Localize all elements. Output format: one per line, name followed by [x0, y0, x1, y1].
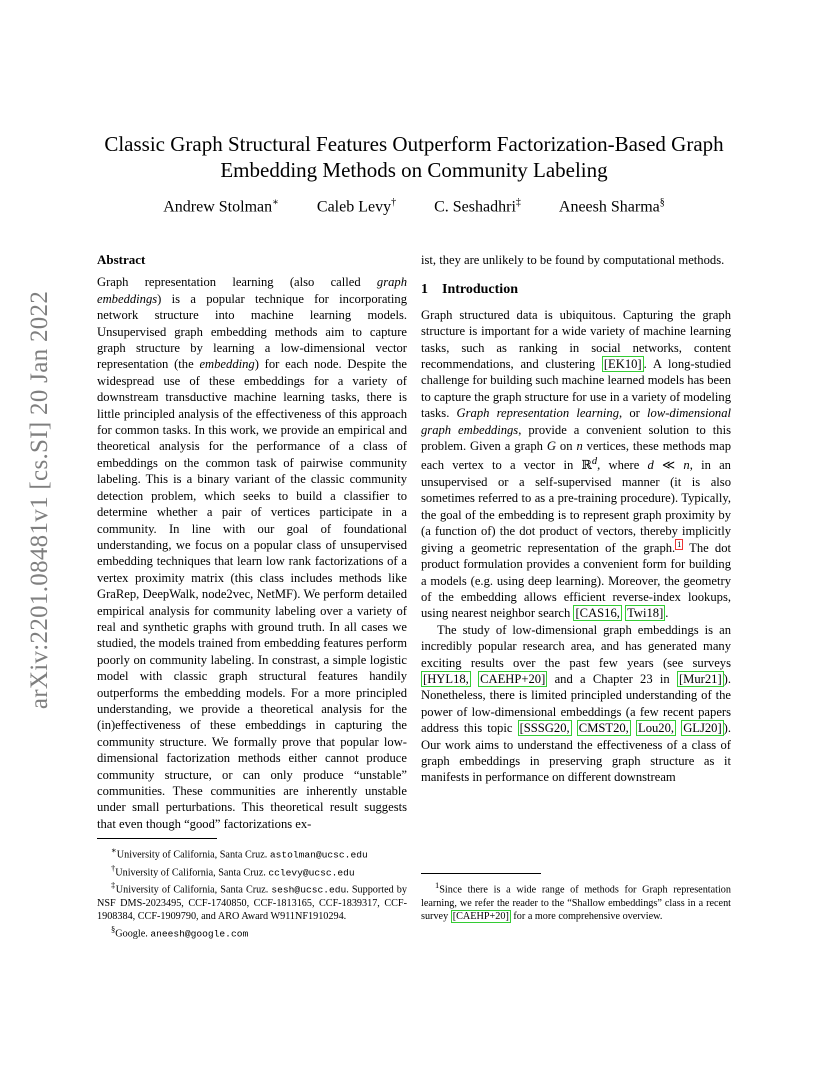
footnote — [97, 879, 407, 923]
body-text: Graph structured data is ubiquitous. Capturing the graph structure is important for a wide variety of machine learning tasks, such as ranking in social networks, content recommendations, and clustering — [421, 307, 731, 372]
footnote-rule — [421, 873, 541, 874]
citation-link[interactable]: CAEHP+20] — [480, 671, 546, 686]
footnote-mark: ‡ — [111, 880, 116, 891]
body-text: . A long-studied challenge for building such machine learned models has been to capture the graph structure for use in a variety of modeling tasks. — [421, 357, 731, 421]
intro-paragraph-2 — [421, 622, 731, 786]
author-mark: § — [659, 197, 665, 208]
intro-paragraph-1 — [421, 307, 731, 622]
footnote-text: Google. — [115, 928, 151, 940]
footnote-text: University of California, Santa Cruz. — [116, 849, 270, 861]
footnote-email: astolman@ucsc.edu — [269, 849, 368, 861]
math-var: G — [546, 439, 556, 454]
right-column — [421, 252, 731, 786]
citation-link[interactable]: GLJ20] — [683, 721, 722, 736]
emphasis: low-dimensional graph embeddings — [421, 406, 731, 437]
citation-link[interactable]: [Mur21] — [678, 671, 722, 686]
author-list — [100, 197, 728, 216]
body-text: The study of low-dimensional graph embeddings is an incredibly popular research area, and has generated many exciting results over the past few years (see surveys — [421, 622, 731, 670]
left-column — [97, 252, 407, 832]
section-heading — [421, 282, 731, 298]
footnote-mark: § — [111, 924, 116, 935]
footnote-text: . Supported by NSF DMS-2023495, CCF-1740850, CCF-1813165, CCF-1839317, CCF-1908384, CCF-1909790, and ARO Award W911NF1910294. — [97, 884, 407, 922]
footnote — [97, 844, 407, 862]
footnote-link[interactable]: 1 — [677, 539, 682, 549]
abstract-emphasis: embedding — [199, 357, 255, 372]
citation-link[interactable]: [CAS16, — [575, 606, 620, 621]
citation-link[interactable]: Lou20, — [638, 721, 675, 736]
author — [434, 197, 521, 216]
abstract-part: ) for each node. Despite the widespread use of these embeddings for a variety of downstream transductive machine learning tasks, there is little principled analysis of the effectiveness of this approach for common tasks. In this work, we provide an empirical and theoretical analysis for the performance of a class of embeddings on the common task of pairwise community labeling. This is a binary variant of the classic community detection problem, which seeks to build a classifier to determine whether a pair of vertices participate in a community. In line with our goal of foundational understanding, we focus on a popular class of unsupervised embedding techniques that learn low rank factorizations of a vertex proximity matrix (this class includes methods like GraRep, DeepWalk, node2vec, NetMF). We perform detailed empirical analysis for community labeling over a variety of real and synthetic graphs with ground truth. In all cases we studied, the models trained from embedding features perform poorly on community labeling. In constrast, a simple logistic model with classic graph structural features handily outperforms the embedding models. For a more principled understanding, we provide a theoretical analysis for the (in)effectiveness of these embeddings in capturing the community structure. We formally prove that popular low-dimensional factorization methods either cannot produce community structure, or can only produce “unstable” communities. These communities are inherently unstable under small perturbations. This theoretical result suggests that even though “good” factorizations ex- — [97, 357, 407, 831]
section-title: Introduction — [442, 282, 518, 298]
author-name: Andrew Stolman — [163, 198, 273, 216]
footnote — [421, 879, 731, 923]
author-mark: ‡ — [515, 197, 521, 208]
author-name: C. Seshadhri — [434, 198, 516, 216]
abstract-text — [97, 274, 407, 832]
footnote-email: aneesh@google.com — [150, 928, 249, 940]
body-text: , or — [619, 406, 648, 421]
footnote-email: sesh@ucsc.edu — [271, 884, 347, 896]
abstract-heading: Abstract — [97, 252, 146, 267]
body-text: , provide a convenient solution to this problem. Given a graph — [421, 422, 731, 454]
arxiv-stamp-text: arXiv:2201.08481v1 [cs.SI] 20 Jan 2022 — [26, 290, 54, 710]
footnote-rule — [97, 838, 217, 839]
body-text: ). Our work aims to understand the effectiveness of a class of graph embeddings in preserving graph structure as it manifests in performance on different downstream — [421, 721, 732, 785]
citation-link[interactable]: [EK10] — [603, 357, 642, 372]
footnote-text: University of California, Santa Cruz. — [115, 866, 269, 878]
author-name: Aneesh Sharma — [558, 198, 660, 216]
author-name: Caleb Levy — [316, 198, 392, 216]
abstract-part: ) is a popular technique for incorporating network structure into machine learning models. Unsupervised graph embedding methods aim to capture graph structure by learning a low-dimensional vector representation (the — [97, 291, 407, 372]
author-mark: ∗ — [272, 197, 279, 208]
abstract-emphasis: graph embeddings — [97, 275, 407, 306]
footnote-text: Since there is a wide range of methods for Graph representation learning, we refer the reader to the “Shallow embeddings” class in a recent survey — [421, 884, 731, 922]
math-var: n — [576, 439, 583, 454]
body-text: , where — [597, 458, 648, 473]
citation-link[interactable]: [SSSG20, — [519, 721, 570, 736]
section-number: 1 — [421, 282, 428, 298]
footnote — [97, 923, 407, 941]
footnote-email: cclevy@ucsc.edu — [268, 866, 355, 878]
body-text: vertices, these methods map each vertex to a vector in ℝ — [421, 439, 731, 473]
abstract-continuation: ist, they are unlikely to be found by computational methods. — [421, 253, 725, 267]
footnote-mark: 1 — [435, 880, 440, 890]
author-mark: † — [391, 197, 397, 208]
body-text: on — [555, 439, 577, 454]
author — [317, 197, 396, 216]
title-line-2: Embedding Methods on Community Labeling — [220, 158, 608, 182]
footnote-text: University of California, Santa Cruz. — [115, 884, 272, 896]
footnote-mark: ∗ — [111, 845, 117, 855]
footnote — [97, 862, 407, 880]
body-text: , in an unsupervised or a self-supervised manner (it is also sometimes referred to as a pre-training procedure). Typically, the goal of the embedding is to represent graph proximity by (a function of) the dot product of vectors, thereby implicitly giving a geometric representation of the graph. — [421, 458, 731, 555]
emphasis: Graph representation learning — [456, 406, 619, 421]
paper-title — [80, 131, 748, 183]
author — [559, 197, 665, 216]
footnote-mark: † — [111, 862, 116, 873]
math-var: d — [591, 456, 598, 468]
abstract-part: Graph representation learning (also called — [97, 275, 377, 290]
citation-link[interactable]: [HYL18, — [423, 671, 469, 686]
author — [163, 197, 279, 216]
body-text: ≪ — [653, 458, 684, 473]
title-line-1: Classic Graph Structural Features Outperform Factorization-Based Graph — [104, 132, 724, 156]
right-footnotes — [421, 873, 731, 923]
citation-link[interactable]: CMST20, — [578, 721, 629, 736]
citation-link[interactable]: [CAEHP+20] — [452, 910, 509, 922]
math-var: n — [683, 458, 690, 473]
body-text: and a Chapter 23 in — [547, 671, 677, 686]
math-var: d — [647, 458, 654, 473]
body-text: ). Nonetheless, there is limited principled understanding of the power of low-dimensional embeddings (a few recent papers address this topic — [421, 671, 731, 736]
body-text: The dot product formulation provides a convenient form for building a models (e.g. using deep learning). Moreover, the geometry of the embedding allows efficient reverse-index lookups, using nearest neighbor search — [421, 540, 731, 621]
body-text: . — [665, 606, 669, 621]
footnote-text: for a more comprehensive overview. — [510, 910, 663, 922]
arxiv-stamp — [12, 290, 68, 710]
left-footnotes — [97, 838, 407, 941]
citation-link[interactable]: Twi18] — [627, 606, 664, 621]
